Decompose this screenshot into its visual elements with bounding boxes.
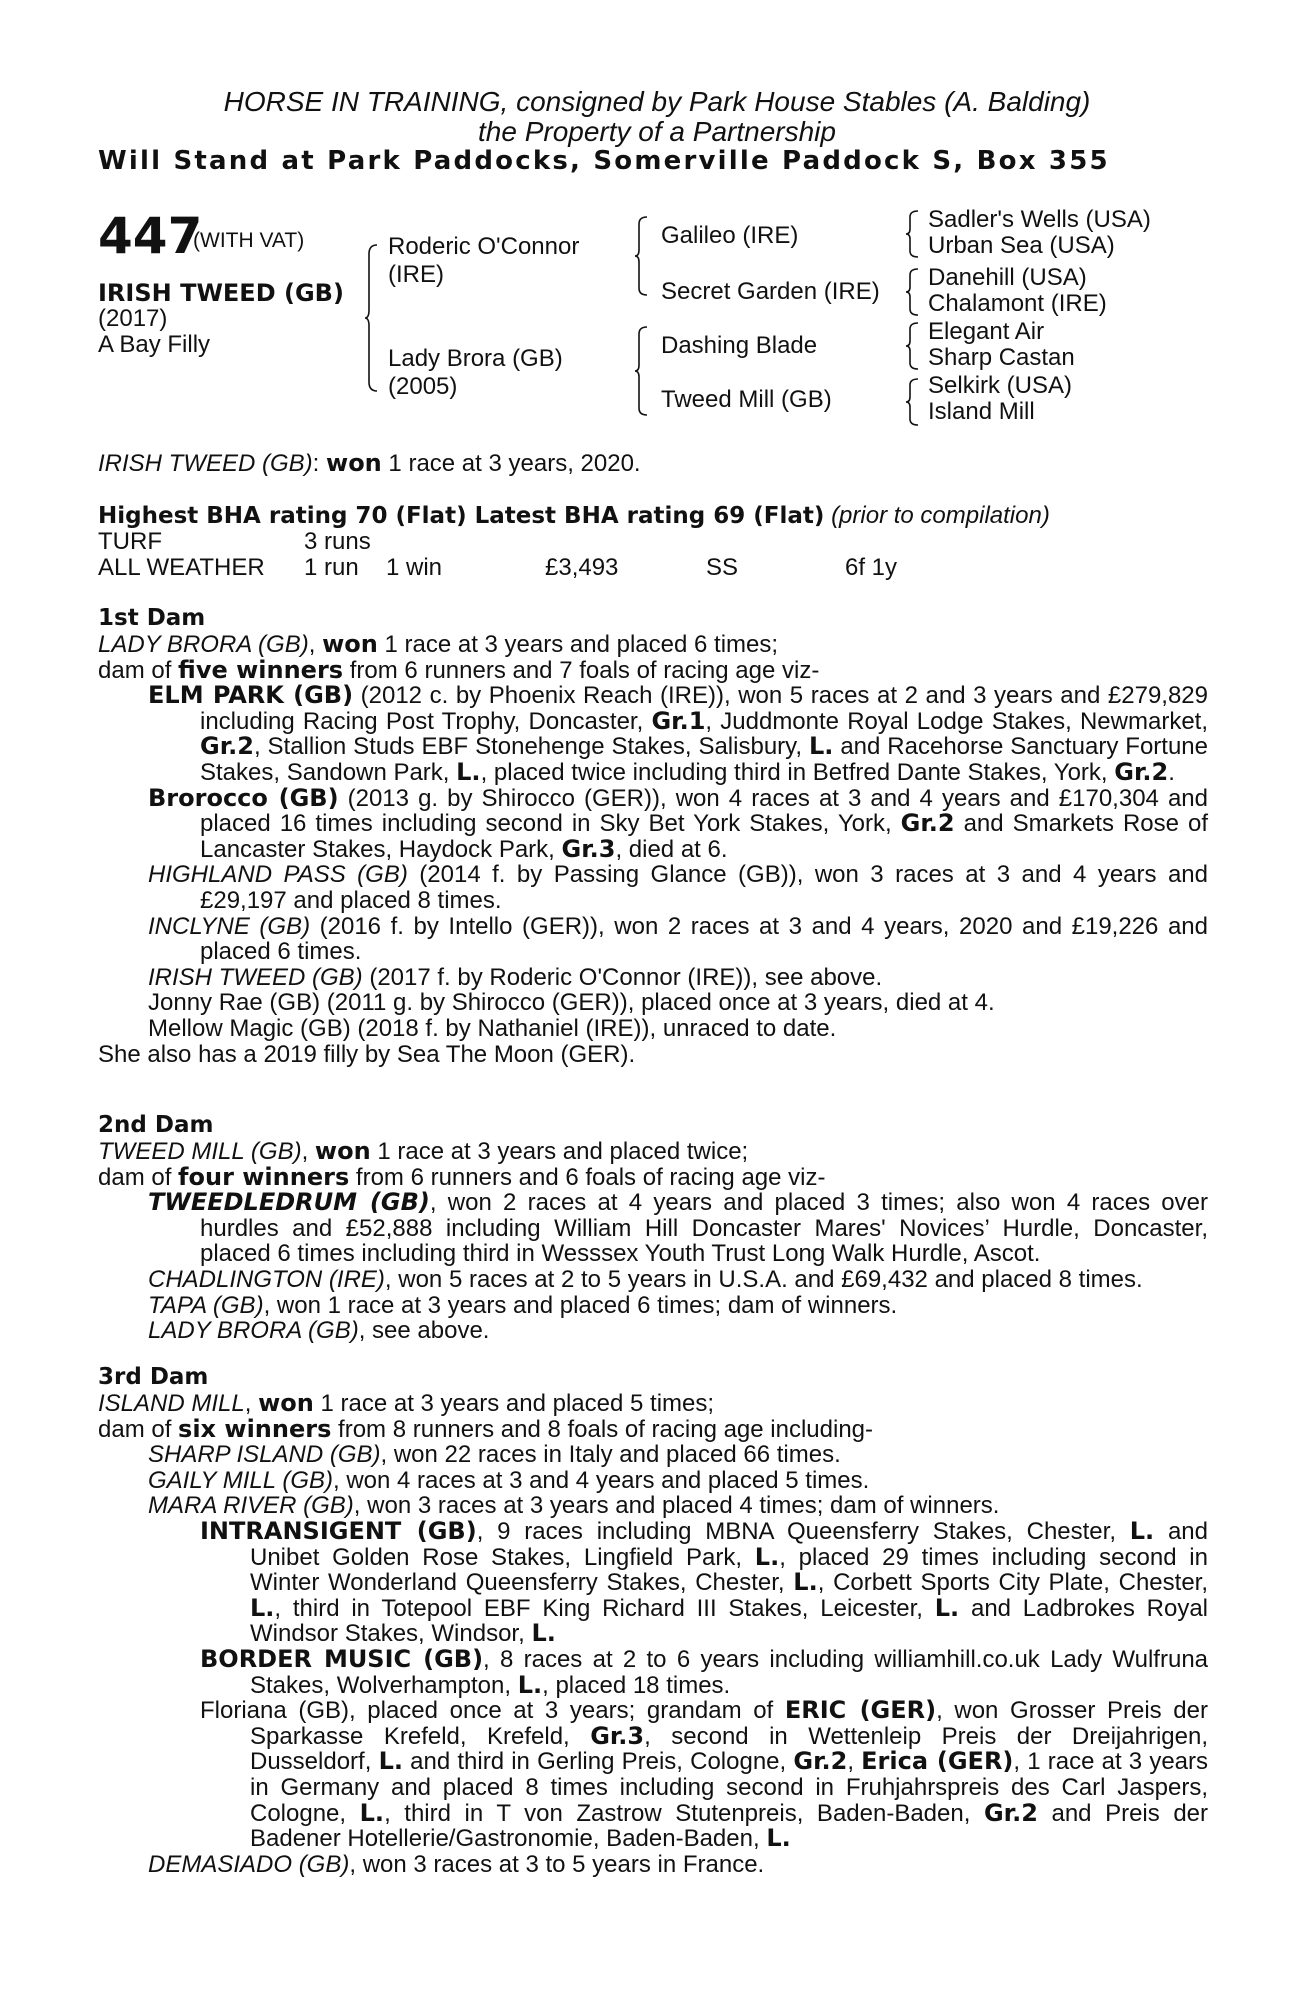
horse-name: IRISH TWEED (GB) (98, 279, 344, 307)
brace-ss (905, 210, 919, 258)
mara-river-name: MARA RIVER (GB) (148, 1492, 354, 1520)
sire-country: (IRE) (388, 261, 444, 288)
demasiado-text: , won 3 races at 3 to 5 years in France. (349, 1850, 765, 1878)
intransigent-text-e: , third in Totepool EBF King Richard III Stakes, Leicester, (274, 1594, 935, 1622)
brace-dd (905, 378, 919, 426)
summary-won: won (326, 449, 382, 477)
brorocco-text-a: (2013 g. by Shirocco (GER)), won 4 races at 3 and 4 years and £170,304 and placed 16 times including second in Sky Bet York Stakes, York, (200, 784, 1208, 838)
dam-name: Lady Brora (GB) (388, 345, 563, 372)
third-dam-dam-of: dam of (98, 1415, 179, 1443)
first-dam-line-1: LADY BRORA (GB), won 1 race at 3 years and placed 6 times; (98, 630, 779, 658)
produce-inclyne (98, 914, 1208, 965)
third-dam-line-1: ISLAND MILL, won 1 race at 3 years and placed 5 times; (98, 1389, 715, 1417)
intransigent-listed-5: L. (934, 1593, 960, 1622)
intransigent-text-b: and Unibet Golden Rose Stakes, Lingfield Park, (250, 1517, 1208, 1571)
produce-chadlington (98, 1267, 1208, 1293)
intransigent-listed-4: L. (250, 1593, 275, 1622)
first-dam-rest: 1 race at 3 years and placed 6 times; (377, 631, 779, 658)
ds-sire: Elegant Air (928, 318, 1045, 345)
floriana-text-c: , second in Wettenleip Preis der Dreijahrigen, Dusseldorf, (250, 1722, 1208, 1776)
dam-sire: Dashing Blade (661, 332, 818, 359)
vat-label: (WITH VAT) (193, 229, 305, 252)
second-dam-dam-of: dam of (98, 1163, 179, 1191)
first-dam-won: won (322, 630, 378, 658)
inclyne-name: INCLYNE (GB) (148, 912, 311, 940)
intransigent-name: INTRANSIGENT (GB) (200, 1516, 477, 1545)
produce-gaily-mill (98, 1468, 1208, 1494)
produce-note: She also has a 2019 filly by Sea The Moon (GER). (98, 1040, 636, 1068)
intransigent-listed-6: L. (531, 1619, 556, 1648)
second-dam-name: TWEED MILL (GB) (98, 1138, 302, 1165)
dd-sire: Selkirk (USA) (928, 372, 1073, 399)
intransigent-text-a: , 9 races including MBNA Queensferry Stakes, Chester, (476, 1517, 1130, 1545)
produce-elm-park (98, 683, 1208, 785)
floriana-grade-1: Gr.3 (590, 1721, 645, 1750)
highland-pass-name: HIGHLAND PASS (GB) (148, 861, 408, 889)
summary-horse: IRISH TWEED (GB) (98, 450, 313, 477)
demasiado-name: DEMASIADO (GB) (148, 1850, 350, 1878)
third-dam-runners: from 8 runners and 8 foals of racing age including- (331, 1415, 874, 1443)
elm-park-text-c: , Stallion Studs EBF Stonehenge Stakes, Salisbury, (253, 733, 809, 761)
header-line-3: Will Stand at Park Paddocks, Somerville Paddock S, Box 355 (98, 146, 1110, 176)
tweedledrum-name: TWEEDLEDRUM (GB) (148, 1188, 430, 1217)
turf-label: TURF (98, 528, 162, 555)
brorocco-name: Brorocco (GB) (148, 783, 339, 812)
produce-tapa (98, 1293, 1208, 1319)
aw-distance: 6f 1y (845, 554, 898, 581)
dd-dam: Island Mill (928, 398, 1035, 425)
produce-highland-pass (98, 862, 1208, 913)
header-line-1: HORSE IN TRAINING, consigned by Park House Stables (A. Balding) (223, 86, 1091, 117)
aw-runs: 1 run (304, 554, 359, 581)
produce-sharp-island (98, 1442, 1208, 1468)
brorocco-text-c: , died at 6. (615, 835, 728, 863)
floriana-text-f: , 1 race at 3 years in Germany and placed 8 times including second in Fruhjahrspreis des Carl Jaspers, Cologne, (250, 1748, 1209, 1827)
sire-sire: Galileo (IRE) (661, 222, 799, 249)
tweedledrum-text: , won 2 races at 4 years and placed 3 times; also won 4 races over hurdles and £52,888 including William Hill Doncaster Mares' Novices’ Hurdle, Doncaster, placed 6 times including third in Wesssex Youth Trust Long Walk Hurdle, Ascot. (200, 1189, 1208, 1268)
sire-name: Roderic O'Connor (388, 233, 580, 260)
third-dam-section (98, 1391, 1208, 1877)
elm-park-text-a: (2012 c. by Phoenix Reach (IRE)), won 5 races at 2 and 3 years and £279,829 including Racing Post Trophy, Doncaster, (200, 682, 1208, 735)
produce-mara-river (98, 1493, 1208, 1519)
floriana-text-b: , won Grosser Preis der Sparkasse Krefeld, Krefeld, (250, 1697, 1208, 1750)
irish-tweed-name: IRISH TWEED (GB) (148, 963, 363, 991)
eric-name: ERIC (GER) (784, 1696, 937, 1725)
intransigent-listed-2: L. (754, 1542, 780, 1571)
horse-year: (2017) (98, 305, 168, 332)
intransigent-listed-1: L. (1129, 1516, 1155, 1545)
floriana-text-g: , third in T von Zastrow Stutenpreis, Baden-Baden, (384, 1799, 984, 1827)
ss-sire: Sadler's Wells (USA) (928, 206, 1151, 233)
race-summary (98, 449, 641, 478)
produce-floriana (98, 1698, 1208, 1852)
gaily-mill-text: , won 4 races at 3 and 4 years and placed 5 times. (332, 1466, 870, 1494)
sire-dam: Secret Garden (IRE) (661, 278, 880, 305)
produce-jonny-rae: Jonny Rae (GB) (2011 g. by Shirocco (GER)), placed once at 3 years, died at 4. (148, 989, 995, 1017)
produce-border-music (98, 1644, 1209, 1699)
produce-intransigent (98, 1516, 1209, 1648)
second-dam-runners: from 6 runners and 6 foals of racing age viz- (349, 1163, 826, 1191)
intransigent-text-c: , placed 29 times including second in Winter Wonderland Queensferry Stakes, Chester, (250, 1543, 1208, 1597)
brace-ds (905, 322, 919, 370)
summary-rest: 1 race at 3 years, 2020. (381, 450, 641, 477)
highland-pass-text: (2014 f. by Passing Glance (GB)), won 3 races at 3 and 4 years and £29,197 and placed 8 times. (200, 861, 1208, 914)
brace-sd (905, 268, 919, 316)
first-dam-runners: from 6 runners and 7 foals of racing age viz- (343, 656, 820, 684)
intransigent-text-f: and Ladbrokes Royal Windsor Stakes, Windsor, (250, 1594, 1209, 1648)
produce-tweedledrum (98, 1190, 1208, 1267)
floriana-listed-2: L. (359, 1798, 385, 1827)
inclyne-text: (2016 f. by Intello (GER)), won 2 races at 3 and 4 years, 2020 and £19,226 and placed 6 times. (200, 912, 1208, 966)
first-dam-winners: five winners (178, 655, 344, 684)
produce-irish-tweed (98, 965, 1208, 991)
border-music-name: BORDER MUSIC (GB) (200, 1644, 484, 1673)
aw-wins: 1 win (386, 554, 443, 581)
second-dam-section (98, 1139, 1208, 1344)
first-dam-section (98, 632, 1208, 1067)
produce-lady-brora (98, 1318, 1208, 1344)
third-dam-line-2 (98, 1414, 1208, 1443)
elm-park-grade-2: Gr.2 (200, 732, 254, 761)
ratings-line (98, 502, 1050, 530)
elm-park-text-e: , placed twice including third in Betfred Dante Stakes, York, (480, 758, 1115, 786)
elm-park-grade-1: Gr.1 (651, 706, 706, 735)
summary-colon: : (312, 450, 327, 477)
header-line-2: the Property of a Partnership (478, 116, 836, 147)
elm-park-grade-3: Gr.2 (1114, 757, 1169, 786)
brace-dam (634, 326, 648, 416)
irish-tweed-text: (2017 f. by Roderic O'Connor (IRE)), see above. (362, 963, 883, 991)
first-dam-line-2 (98, 655, 1208, 684)
produce-mellow-magic: Mellow Magic (GB) (2018 f. by Nathaniel (IRE)), unraced to date. (148, 1014, 837, 1042)
tapa-name: TAPA (GB) (148, 1291, 264, 1319)
ds-dam: Sharp Castan (928, 344, 1075, 371)
floriana-text-e: , (847, 1748, 862, 1776)
floriana-listed-1: L. (378, 1747, 403, 1776)
third-dam-rest: 1 race at 3 years and placed 5 times; (313, 1390, 715, 1417)
chadlington-name: CHADLINGTON (IRE) (148, 1265, 385, 1293)
sharp-island-text: , won 22 races in Italy and placed 66 times. (380, 1441, 841, 1469)
intransigent-listed-3: L. (793, 1568, 818, 1597)
third-dam-heading: 3rd Dam (98, 1364, 209, 1390)
aw-label: ALL WEATHER (98, 554, 265, 581)
brorocco-grade-1: Gr.2 (900, 809, 955, 838)
third-dam-name: ISLAND MILL (98, 1390, 245, 1417)
second-dam-won: won (314, 1137, 371, 1165)
sd-dam: Chalamont (IRE) (928, 290, 1107, 317)
floriana-text-d: and third in Gerling Preis, Cologne, (402, 1748, 794, 1776)
turf-runs: 3 runs (304, 528, 371, 555)
border-music-text-a: , 8 races at 2 to 6 years including williamhill.co.uk Lady Wulfruna Stakes, Wolverhampton, (250, 1645, 1209, 1699)
second-dam-winners: four winners (178, 1162, 350, 1191)
second-dam-line-2 (98, 1162, 1208, 1191)
third-dam-won: won (258, 1389, 314, 1417)
elm-park-text-b: , Juddmonte Royal Lodge Stakes, Newmarket, (705, 707, 1208, 735)
horse-description: A Bay Filly (98, 331, 211, 358)
lady-brora-name: LADY BRORA (GB) (148, 1317, 359, 1345)
sd-sire: Danehill (USA) (928, 264, 1087, 291)
brace-main (364, 244, 378, 392)
aw-prize: £3,493 (545, 554, 619, 581)
second-dam-rest: 1 race at 3 years and placed twice; (370, 1138, 749, 1165)
floriana-listed-3: L. (766, 1824, 791, 1853)
mara-river-text: , won 3 races at 3 years and placed 4 times; dam of winners. (353, 1492, 1000, 1520)
border-music-text-b: , placed 18 times. (542, 1671, 731, 1699)
elm-park-listed-2: L. (456, 757, 481, 786)
dam-year: (2005) (388, 373, 458, 400)
dam-dam: Tweed Mill (GB) (661, 386, 832, 413)
second-dam-heading: 2nd Dam (98, 1112, 214, 1138)
intransigent-text-d: , Corbett Sports City Plate, Chester, (817, 1569, 1208, 1597)
first-dam-name: LADY BRORA (GB) (98, 631, 309, 658)
elm-park-text-d: and Racehorse Sanctuary Fortune Stakes, Sandown Park, (200, 733, 1209, 786)
aw-surface: SS (706, 554, 739, 581)
gaily-mill-name: GAILY MILL (GB) (148, 1466, 333, 1494)
border-music-listed: L. (517, 1670, 543, 1699)
lot-number: 447 (98, 207, 203, 265)
elm-park-listed-1: L. (808, 732, 834, 761)
floriana-grade-3: Gr.2 (983, 1798, 1038, 1827)
produce-demasiado (98, 1852, 1208, 1878)
elm-park-name: ELM PARK (GB) (148, 681, 354, 710)
erica-name: Erica (GER) (861, 1747, 1014, 1776)
chadlington-text: , won 5 races at 2 to 5 years in U.S.A. and £69,432 and placed 8 times. (384, 1265, 1143, 1293)
first-dam-heading: 1st Dam (98, 605, 206, 631)
ratings-note: (prior to compilation) (831, 502, 1050, 529)
first-dam-dam-of: dam of (98, 656, 179, 684)
brorocco-grade-2: Gr.3 (561, 834, 616, 863)
brace-sire (634, 216, 648, 296)
lady-brora-text: , see above. (358, 1317, 490, 1345)
second-dam-line-1: TWEED MILL (GB), won 1 race at 3 years and placed twice; (98, 1137, 749, 1165)
elm-park-text-f: . (1168, 758, 1175, 786)
third-dam-winners: six winners (178, 1414, 332, 1443)
floriana-text-a: Floriana (GB), placed once at 3 years; grandam of (200, 1697, 785, 1725)
floriana-grade-2: Gr.2 (793, 1747, 848, 1776)
produce-brorocco (98, 783, 1208, 863)
sharp-island-name: SHARP ISLAND (GB) (148, 1441, 381, 1469)
brorocco-text-b: and Smarkets Rose of Lancaster Stakes, Haydock Park, (200, 810, 1208, 863)
ratings-text: Highest BHA rating 70 (Flat) Latest BHA rating 69 (Flat) (98, 503, 825, 529)
floriana-text-h: and Preis der Badener Hotellerie/Gastronomie, Baden-Baden, (250, 1799, 1209, 1853)
ss-dam: Urban Sea (USA) (928, 232, 1115, 259)
tapa-text: , won 1 race at 3 years and placed 6 times; dam of winners. (263, 1291, 898, 1319)
